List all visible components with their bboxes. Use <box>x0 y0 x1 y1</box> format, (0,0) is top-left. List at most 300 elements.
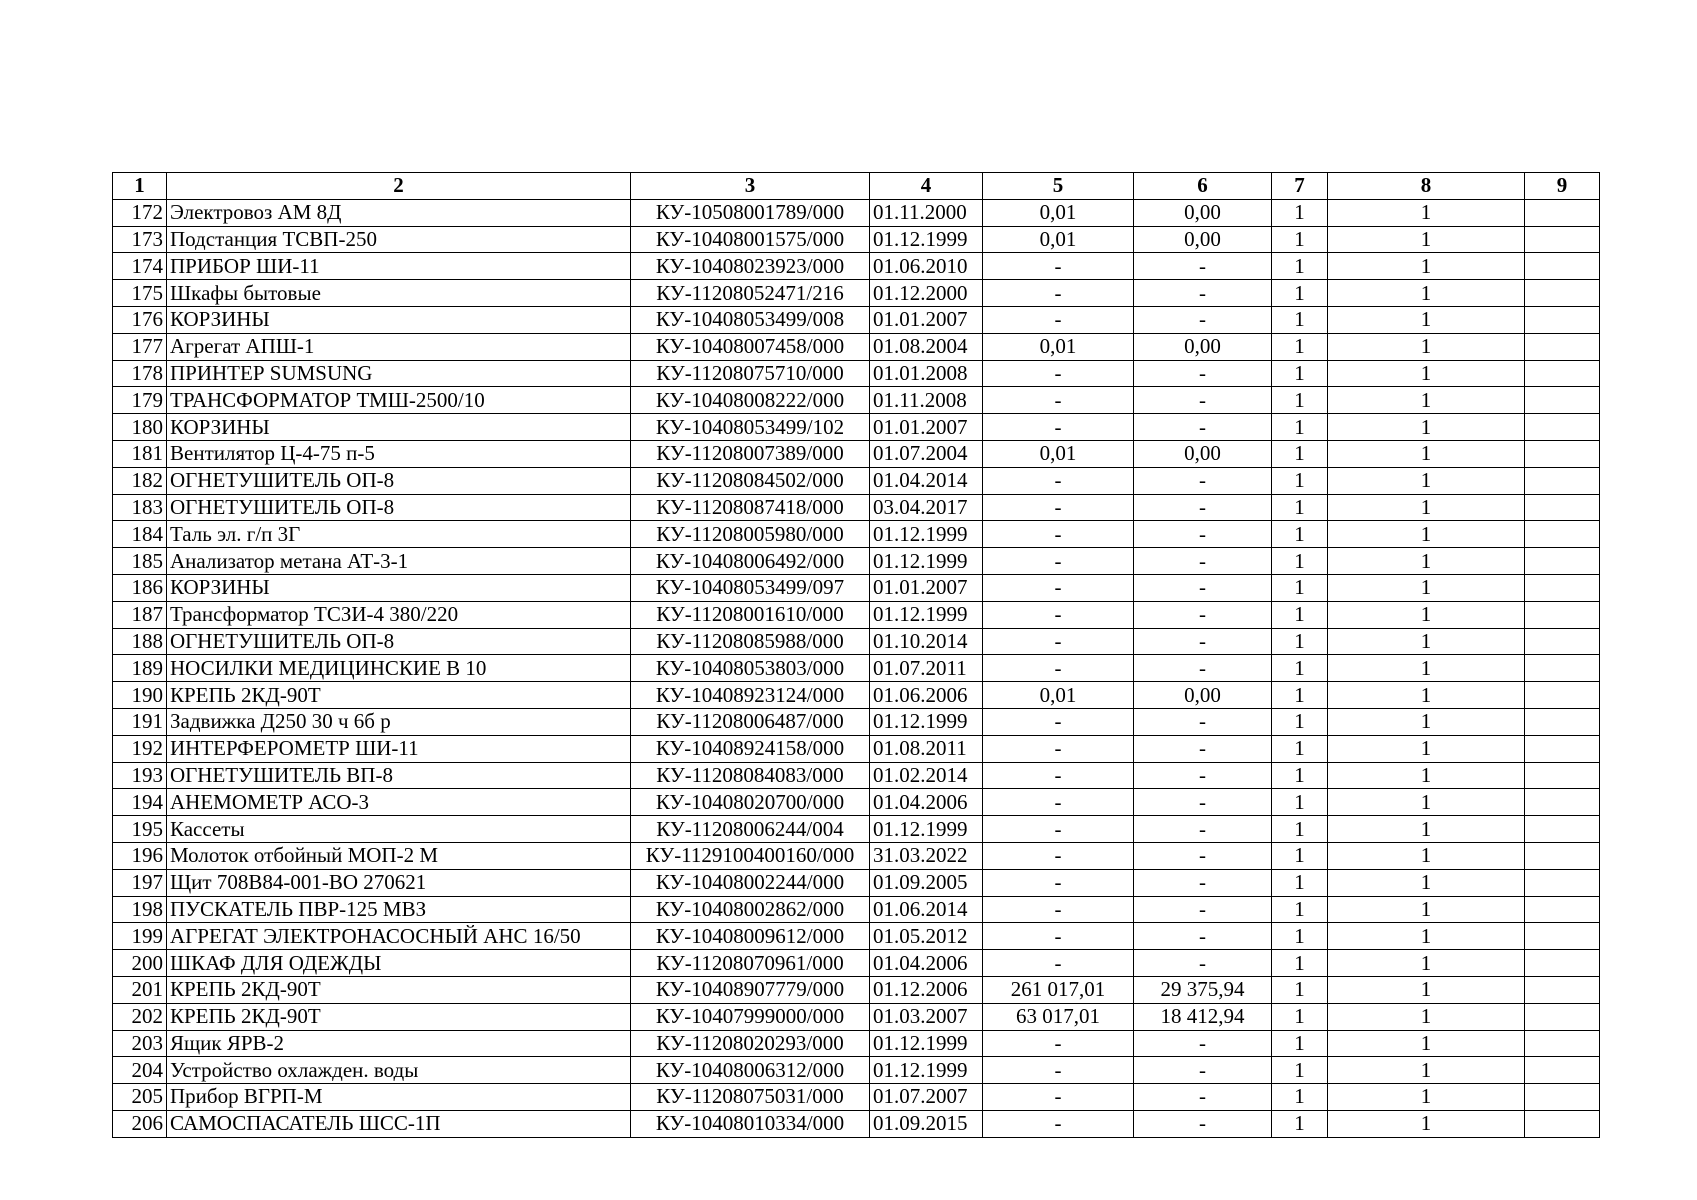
row-number-cell: 198 <box>113 896 167 923</box>
date-cell: 01.07.2004 <box>870 440 983 467</box>
value-8-cell: 1 <box>1328 199 1525 226</box>
value-8-cell: 1 <box>1328 816 1525 843</box>
item-name-cell: ОГНЕТУШИТЕЛЬ ОП-8 <box>167 494 631 521</box>
value-9-cell <box>1525 1030 1600 1057</box>
value-8-cell: 1 <box>1328 414 1525 441</box>
value-6-cell: - <box>1134 1057 1272 1084</box>
value-9-cell <box>1525 655 1600 682</box>
value-5-cell: - <box>983 950 1134 977</box>
date-cell: 01.12.2000 <box>870 280 983 307</box>
value-9-cell <box>1525 333 1600 360</box>
item-name-cell: ПРИБОР ШИ-11 <box>167 253 631 280</box>
value-5-cell: - <box>983 762 1134 789</box>
table-row <box>113 708 1600 735</box>
value-7-cell: 1 <box>1272 628 1328 655</box>
date-cell: 01.04.2014 <box>870 467 983 494</box>
value-6-cell: 0,00 <box>1134 226 1272 253</box>
value-6-cell: - <box>1134 414 1272 441</box>
value-6-cell: - <box>1134 574 1272 601</box>
value-5-cell: - <box>983 467 1134 494</box>
value-7-cell: 1 <box>1272 950 1328 977</box>
date-cell: 01.02.2014 <box>870 762 983 789</box>
value-7-cell: 1 <box>1272 521 1328 548</box>
item-name-cell: НОСИЛКИ МЕДИЦИНСКИЕ В 10 <box>167 655 631 682</box>
value-8-cell: 1 <box>1328 735 1525 762</box>
value-6-cell: 18 412,94 <box>1134 1003 1272 1030</box>
value-8-cell: 1 <box>1328 1030 1525 1057</box>
value-9-cell <box>1525 226 1600 253</box>
value-9-cell <box>1525 950 1600 977</box>
value-6-cell: - <box>1134 869 1272 896</box>
inventory-number-cell: КУ-10408907779/000 <box>631 976 870 1003</box>
value-8-cell: 1 <box>1328 869 1525 896</box>
item-name-cell: Устройство охлажден. воды <box>167 1057 631 1084</box>
value-5-cell: - <box>983 896 1134 923</box>
value-8-cell: 1 <box>1328 842 1525 869</box>
row-number-cell: 205 <box>113 1084 167 1111</box>
value-5-cell: - <box>983 789 1134 816</box>
item-name-cell: АНЕМОМЕТР АСО-3 <box>167 789 631 816</box>
value-9-cell <box>1525 869 1600 896</box>
date-cell: 03.04.2017 <box>870 494 983 521</box>
value-5-cell: - <box>983 494 1134 521</box>
item-name-cell: Вентилятор Ц-4-75 п-5 <box>167 440 631 467</box>
value-7-cell: 1 <box>1272 923 1328 950</box>
item-name-cell: ШКАФ ДЛЯ ОДЕЖДЫ <box>167 950 631 977</box>
value-7-cell: 1 <box>1272 869 1328 896</box>
value-9-cell <box>1525 1110 1600 1137</box>
value-5-cell: - <box>983 869 1134 896</box>
value-9-cell <box>1525 306 1600 333</box>
item-name-cell: Ящик ЯРВ-2 <box>167 1030 631 1057</box>
value-6-cell: - <box>1134 1110 1272 1137</box>
value-8-cell: 1 <box>1328 387 1525 414</box>
value-5-cell: 0,01 <box>983 226 1134 253</box>
table-row <box>113 387 1600 414</box>
value-6-cell: - <box>1134 628 1272 655</box>
inventory-number-cell: КУ-10408006492/000 <box>631 548 870 575</box>
item-name-cell: ИНТЕРФЕРОМЕТР ШИ-11 <box>167 735 631 762</box>
inventory-number-cell: КУ-10408023923/000 <box>631 253 870 280</box>
value-5-cell: - <box>983 816 1134 843</box>
value-9-cell <box>1525 574 1600 601</box>
inventory-number-cell: КУ-10408001575/000 <box>631 226 870 253</box>
date-cell: 31.03.2022 <box>870 842 983 869</box>
row-number-cell: 202 <box>113 1003 167 1030</box>
row-number-cell: 172 <box>113 199 167 226</box>
value-7-cell: 1 <box>1272 574 1328 601</box>
inventory-number-cell: КУ-11208001610/000 <box>631 601 870 628</box>
value-9-cell <box>1525 896 1600 923</box>
value-7-cell: 1 <box>1272 226 1328 253</box>
value-5-cell: - <box>983 655 1134 682</box>
row-number-cell: 194 <box>113 789 167 816</box>
value-8-cell: 1 <box>1328 923 1525 950</box>
row-number-cell: 177 <box>113 333 167 360</box>
table-row <box>113 253 1600 280</box>
date-cell: 01.12.1999 <box>870 1057 983 1084</box>
value-5-cell: 0,01 <box>983 440 1134 467</box>
value-8-cell: 1 <box>1328 253 1525 280</box>
value-5-cell: 0,01 <box>983 199 1134 226</box>
value-9-cell <box>1525 414 1600 441</box>
value-7-cell: 1 <box>1272 1003 1328 1030</box>
date-cell: 01.08.2011 <box>870 735 983 762</box>
value-6-cell: - <box>1134 816 1272 843</box>
row-number-cell: 176 <box>113 306 167 333</box>
value-7-cell: 1 <box>1272 601 1328 628</box>
inventory-number-cell: КУ-11208070961/000 <box>631 950 870 977</box>
item-name-cell: ТРАНСФОРМАТОР ТМШ-2500/10 <box>167 387 631 414</box>
value-7-cell: 1 <box>1272 1057 1328 1084</box>
value-7-cell: 1 <box>1272 735 1328 762</box>
row-number-cell: 182 <box>113 467 167 494</box>
row-number-cell: 200 <box>113 950 167 977</box>
date-cell: 01.04.2006 <box>870 789 983 816</box>
value-5-cell: - <box>983 574 1134 601</box>
date-cell: 01.12.1999 <box>870 708 983 735</box>
value-8-cell: 1 <box>1328 360 1525 387</box>
value-6-cell: - <box>1134 467 1272 494</box>
date-cell: 01.12.1999 <box>870 548 983 575</box>
value-6-cell: 0,00 <box>1134 199 1272 226</box>
value-6-cell: - <box>1134 708 1272 735</box>
value-7-cell: 1 <box>1272 387 1328 414</box>
item-name-cell: ОГНЕТУШИТЕЛЬ ОП-8 <box>167 628 631 655</box>
inventory-number-cell: КУ-10408006312/000 <box>631 1057 870 1084</box>
inventory-number-cell: КУ-10508001789/000 <box>631 199 870 226</box>
value-6-cell: - <box>1134 923 1272 950</box>
asset-table <box>112 172 1600 1138</box>
inventory-number-cell: КУ-10408020700/000 <box>631 789 870 816</box>
value-9-cell <box>1525 494 1600 521</box>
row-number-cell: 191 <box>113 708 167 735</box>
item-name-cell: САМОСПАСАТЕЛЬ ШСС-1П <box>167 1110 631 1137</box>
date-cell: 01.12.1999 <box>870 601 983 628</box>
date-cell: 01.09.2005 <box>870 869 983 896</box>
row-number-cell: 189 <box>113 655 167 682</box>
value-8-cell: 1 <box>1328 1084 1525 1111</box>
value-6-cell: - <box>1134 1084 1272 1111</box>
column-header-5: 5 <box>983 173 1134 200</box>
date-cell: 01.06.2010 <box>870 253 983 280</box>
row-number-cell: 181 <box>113 440 167 467</box>
row-number-cell: 193 <box>113 762 167 789</box>
date-cell: 01.07.2011 <box>870 655 983 682</box>
date-cell: 01.05.2012 <box>870 923 983 950</box>
row-number-cell: 183 <box>113 494 167 521</box>
value-7-cell: 1 <box>1272 896 1328 923</box>
row-number-cell: 173 <box>113 226 167 253</box>
column-header-3: 3 <box>631 173 870 200</box>
item-name-cell: Прибор ВГРП-М <box>167 1084 631 1111</box>
row-number-cell: 196 <box>113 842 167 869</box>
inventory-number-cell: КУ-10408010334/000 <box>631 1110 870 1137</box>
table-row <box>113 628 1600 655</box>
value-9-cell <box>1525 789 1600 816</box>
value-7-cell: 1 <box>1272 199 1328 226</box>
value-5-cell: - <box>983 923 1134 950</box>
value-7-cell: 1 <box>1272 440 1328 467</box>
value-6-cell: - <box>1134 1030 1272 1057</box>
value-6-cell: - <box>1134 306 1272 333</box>
item-name-cell: АГРЕГАТ ЭЛЕКТРОНАСОСНЫЙ АНС 16/50 <box>167 923 631 950</box>
value-9-cell <box>1525 1084 1600 1111</box>
value-9-cell <box>1525 682 1600 709</box>
table-row <box>113 1084 1600 1111</box>
table-row <box>113 548 1600 575</box>
table-row <box>113 842 1600 869</box>
row-number-cell: 175 <box>113 280 167 307</box>
row-number-cell: 179 <box>113 387 167 414</box>
table-row <box>113 494 1600 521</box>
value-7-cell: 1 <box>1272 548 1328 575</box>
value-6-cell: - <box>1134 601 1272 628</box>
table-row <box>113 950 1600 977</box>
value-9-cell <box>1525 976 1600 1003</box>
value-7-cell: 1 <box>1272 976 1328 1003</box>
table-row <box>113 735 1600 762</box>
row-number-cell: 195 <box>113 816 167 843</box>
inventory-number-cell: КУ-11208020293/000 <box>631 1030 870 1057</box>
date-cell: 01.07.2007 <box>870 1084 983 1111</box>
value-9-cell <box>1525 199 1600 226</box>
table-row <box>113 682 1600 709</box>
table-row <box>113 414 1600 441</box>
item-name-cell: КОРЗИНЫ <box>167 414 631 441</box>
table-row <box>113 869 1600 896</box>
value-8-cell: 1 <box>1328 226 1525 253</box>
table-row <box>113 440 1600 467</box>
value-5-cell: 63 017,01 <box>983 1003 1134 1030</box>
row-number-cell: 186 <box>113 574 167 601</box>
value-5-cell: - <box>983 521 1134 548</box>
value-8-cell: 1 <box>1328 467 1525 494</box>
item-name-cell: Анализатор метана АТ-3-1 <box>167 548 631 575</box>
table-row <box>113 789 1600 816</box>
table-row <box>113 199 1600 226</box>
value-6-cell: - <box>1134 950 1272 977</box>
row-number-cell: 185 <box>113 548 167 575</box>
row-number-cell: 206 <box>113 1110 167 1137</box>
table-row <box>113 601 1600 628</box>
row-number-cell: 187 <box>113 601 167 628</box>
value-8-cell: 1 <box>1328 1003 1525 1030</box>
date-cell: 01.12.1999 <box>870 816 983 843</box>
inventory-number-cell: КУ-10408053499/102 <box>631 414 870 441</box>
table-row <box>113 574 1600 601</box>
table-row <box>113 521 1600 548</box>
value-7-cell: 1 <box>1272 333 1328 360</box>
date-cell: 01.06.2006 <box>870 682 983 709</box>
value-9-cell <box>1525 816 1600 843</box>
item-name-cell: Трансформатор ТСЗИ-4 380/220 <box>167 601 631 628</box>
row-number-cell: 190 <box>113 682 167 709</box>
item-name-cell: Агрегат АПШ-1 <box>167 333 631 360</box>
value-8-cell: 1 <box>1328 976 1525 1003</box>
value-7-cell: 1 <box>1272 1030 1328 1057</box>
value-8-cell: 1 <box>1328 655 1525 682</box>
row-number-cell: 192 <box>113 735 167 762</box>
item-name-cell: Электровоз АМ 8Д <box>167 199 631 226</box>
value-8-cell: 1 <box>1328 280 1525 307</box>
value-5-cell: - <box>983 735 1134 762</box>
inventory-number-cell: КУ-10408924158/000 <box>631 735 870 762</box>
value-9-cell <box>1525 1003 1600 1030</box>
table-row <box>113 333 1600 360</box>
inventory-number-cell: КУ-10408009612/000 <box>631 923 870 950</box>
inventory-number-cell: КУ-10408002244/000 <box>631 869 870 896</box>
value-8-cell: 1 <box>1328 574 1525 601</box>
value-5-cell: - <box>983 548 1134 575</box>
value-9-cell <box>1525 521 1600 548</box>
value-5-cell: - <box>983 1030 1134 1057</box>
date-cell: 01.01.2007 <box>870 574 983 601</box>
value-7-cell: 1 <box>1272 816 1328 843</box>
column-header-8: 8 <box>1328 173 1525 200</box>
value-5-cell: 0,01 <box>983 333 1134 360</box>
item-name-cell: Кассеты <box>167 816 631 843</box>
item-name-cell: КОРЗИНЫ <box>167 306 631 333</box>
value-7-cell: 1 <box>1272 253 1328 280</box>
value-5-cell: - <box>983 842 1134 869</box>
date-cell: 01.11.2008 <box>870 387 983 414</box>
row-number-cell: 204 <box>113 1057 167 1084</box>
value-5-cell: - <box>983 280 1134 307</box>
table-row <box>113 1110 1600 1137</box>
row-number-cell: 203 <box>113 1030 167 1057</box>
table-row <box>113 1057 1600 1084</box>
value-7-cell: 1 <box>1272 1110 1328 1137</box>
value-8-cell: 1 <box>1328 440 1525 467</box>
value-7-cell: 1 <box>1272 467 1328 494</box>
table-body <box>113 199 1600 1137</box>
column-header-2: 2 <box>167 173 631 200</box>
inventory-number-cell: КУ-11208006487/000 <box>631 708 870 735</box>
value-8-cell: 1 <box>1328 628 1525 655</box>
value-9-cell <box>1525 923 1600 950</box>
value-5-cell: - <box>983 628 1134 655</box>
value-7-cell: 1 <box>1272 708 1328 735</box>
inventory-number-cell: КУ-11208005980/000 <box>631 521 870 548</box>
table-row <box>113 226 1600 253</box>
item-name-cell: Щит 708В84-001-ВО 270621 <box>167 869 631 896</box>
inventory-number-cell: КУ-1129100400160/000 <box>631 842 870 869</box>
table-row <box>113 896 1600 923</box>
inventory-number-cell: КУ-10408007458/000 <box>631 333 870 360</box>
item-name-cell: Шкафы бытовые <box>167 280 631 307</box>
value-6-cell: 29 375,94 <box>1134 976 1272 1003</box>
value-9-cell <box>1525 360 1600 387</box>
value-5-cell: - <box>983 1110 1134 1137</box>
date-cell: 01.06.2014 <box>870 896 983 923</box>
row-number-cell: 201 <box>113 976 167 1003</box>
column-header-1: 1 <box>113 173 167 200</box>
date-cell: 01.04.2006 <box>870 950 983 977</box>
value-5-cell: - <box>983 1084 1134 1111</box>
date-cell: 01.11.2000 <box>870 199 983 226</box>
value-8-cell: 1 <box>1328 548 1525 575</box>
value-6-cell: 0,00 <box>1134 440 1272 467</box>
value-9-cell <box>1525 387 1600 414</box>
value-5-cell: 261 017,01 <box>983 976 1134 1003</box>
value-5-cell: - <box>983 306 1134 333</box>
value-8-cell: 1 <box>1328 1057 1525 1084</box>
value-5-cell: - <box>983 253 1134 280</box>
value-5-cell: - <box>983 708 1134 735</box>
value-9-cell <box>1525 762 1600 789</box>
item-name-cell: ОГНЕТУШИТЕЛЬ ОП-8 <box>167 467 631 494</box>
value-7-cell: 1 <box>1272 682 1328 709</box>
date-cell: 01.12.1999 <box>870 1030 983 1057</box>
row-number-cell: 188 <box>113 628 167 655</box>
row-number-cell: 199 <box>113 923 167 950</box>
value-9-cell <box>1525 253 1600 280</box>
value-9-cell <box>1525 628 1600 655</box>
date-cell: 01.03.2007 <box>870 1003 983 1030</box>
value-9-cell <box>1525 1057 1600 1084</box>
table-row <box>113 976 1600 1003</box>
value-8-cell: 1 <box>1328 333 1525 360</box>
value-9-cell <box>1525 440 1600 467</box>
value-8-cell: 1 <box>1328 682 1525 709</box>
value-6-cell: - <box>1134 521 1272 548</box>
inventory-number-cell: КУ-10407999000/000 <box>631 1003 870 1030</box>
header-row <box>113 173 1600 200</box>
value-9-cell <box>1525 708 1600 735</box>
value-8-cell: 1 <box>1328 494 1525 521</box>
column-header-9: 9 <box>1525 173 1600 200</box>
value-8-cell: 1 <box>1328 708 1525 735</box>
date-cell: 01.10.2014 <box>870 628 983 655</box>
item-name-cell: КРЕПЬ 2КД-90Т <box>167 1003 631 1030</box>
value-9-cell <box>1525 735 1600 762</box>
value-6-cell: - <box>1134 735 1272 762</box>
item-name-cell: КРЕПЬ 2КД-90Т <box>167 976 631 1003</box>
value-5-cell: - <box>983 387 1134 414</box>
inventory-number-cell: КУ-11208006244/004 <box>631 816 870 843</box>
value-5-cell: - <box>983 1057 1134 1084</box>
value-7-cell: 1 <box>1272 494 1328 521</box>
item-name-cell: Задвижка Д250 30 ч 6б р <box>167 708 631 735</box>
table-row <box>113 1030 1600 1057</box>
date-cell: 01.01.2007 <box>870 414 983 441</box>
value-8-cell: 1 <box>1328 789 1525 816</box>
date-cell: 01.01.2007 <box>870 306 983 333</box>
table-row <box>113 816 1600 843</box>
row-number-cell: 178 <box>113 360 167 387</box>
value-9-cell <box>1525 842 1600 869</box>
row-number-cell: 197 <box>113 869 167 896</box>
value-7-cell: 1 <box>1272 655 1328 682</box>
value-7-cell: 1 <box>1272 360 1328 387</box>
inventory-number-cell: КУ-10408053499/008 <box>631 306 870 333</box>
column-header-7: 7 <box>1272 173 1328 200</box>
item-name-cell: КРЕПЬ 2КД-90Т <box>167 682 631 709</box>
value-5-cell: - <box>983 601 1134 628</box>
value-7-cell: 1 <box>1272 789 1328 816</box>
value-8-cell: 1 <box>1328 521 1525 548</box>
inventory-number-cell: КУ-10408008222/000 <box>631 387 870 414</box>
value-6-cell: - <box>1134 548 1272 575</box>
inventory-number-cell: КУ-10408923124/000 <box>631 682 870 709</box>
value-8-cell: 1 <box>1328 306 1525 333</box>
table-row <box>113 1003 1600 1030</box>
item-name-cell: Подстанция ТСВП-250 <box>167 226 631 253</box>
inventory-number-cell: КУ-11208075710/000 <box>631 360 870 387</box>
value-5-cell: 0,01 <box>983 682 1134 709</box>
date-cell: 01.08.2004 <box>870 333 983 360</box>
